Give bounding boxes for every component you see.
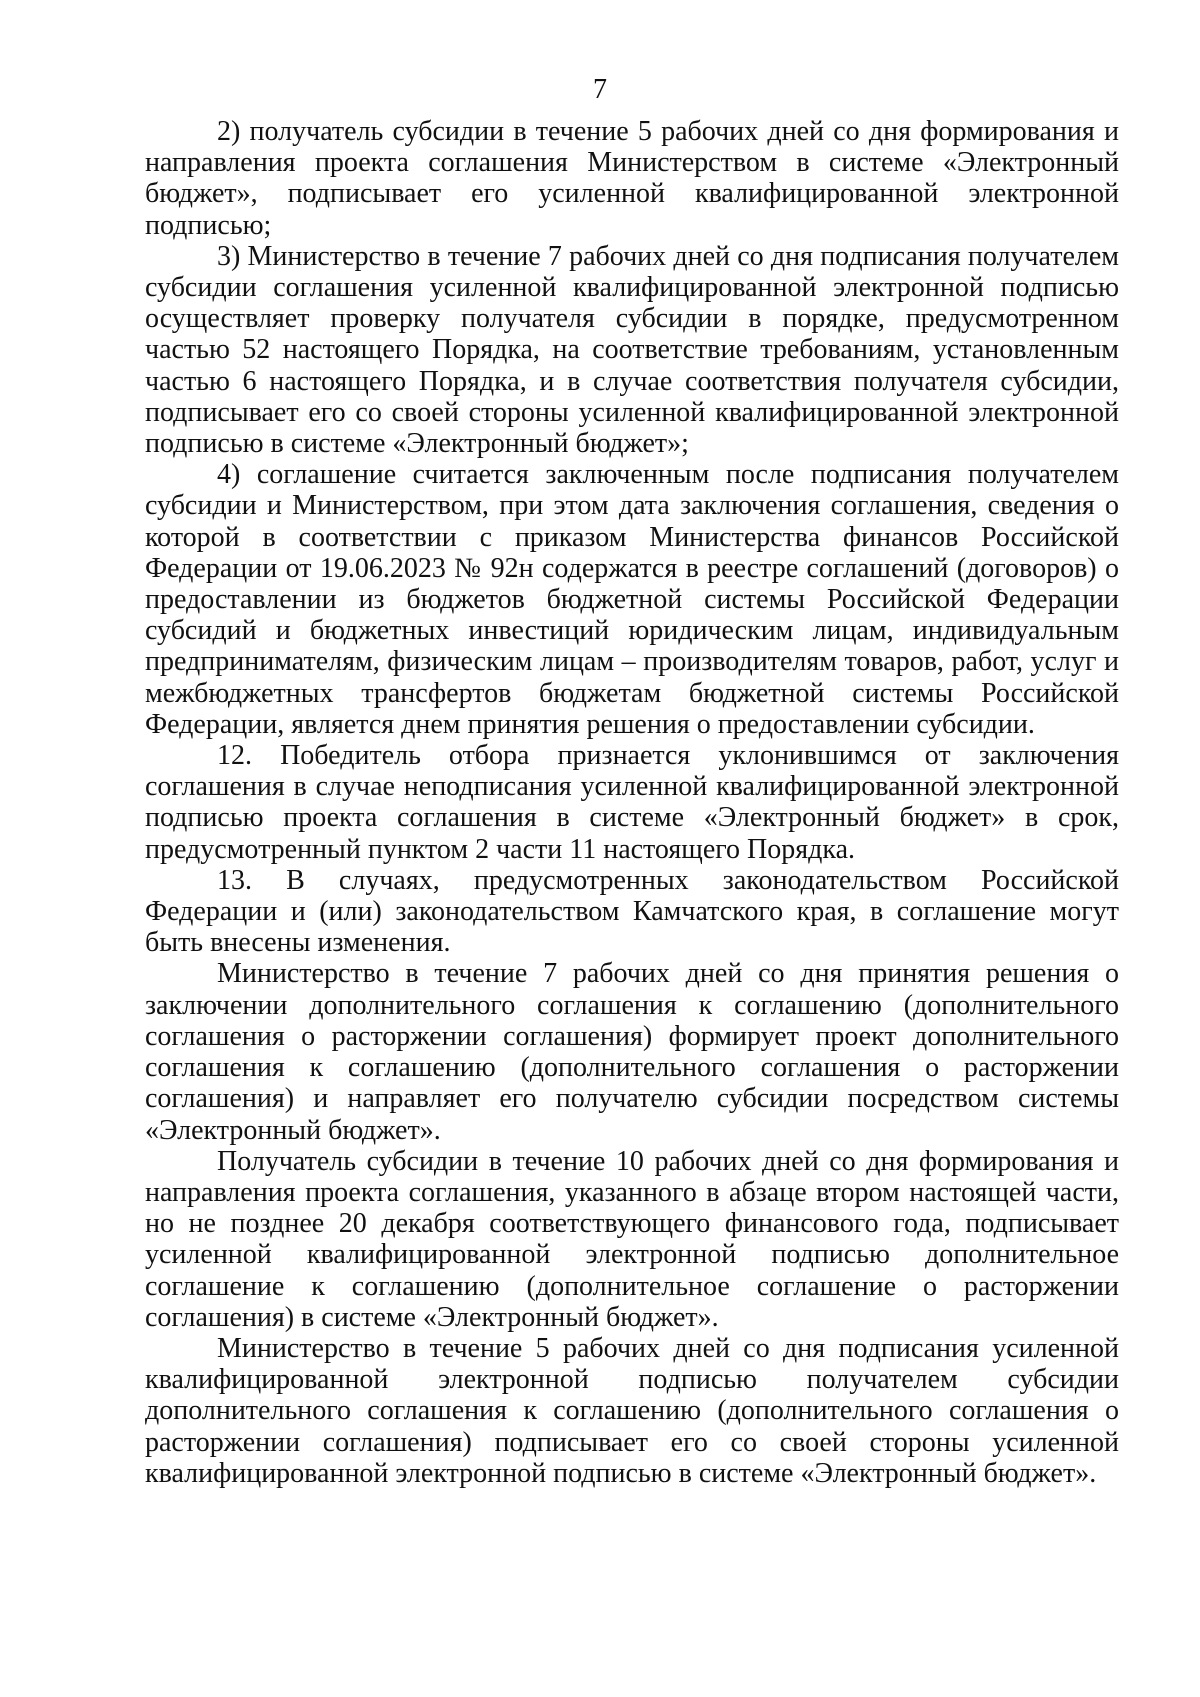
document-body: [145, 116, 1119, 1489]
paragraph-item-4: 4) соглашение считается заключенным после подписания получателем субсидии и Министерством, при этом дата заключения соглашения, сведения о которой в соответствии с приказом Министерства финансов Российской Федерации от 19.06.2023 № 92н содержатся в реестре соглашений (договоров) о предоставлении из бюджетов бюджетной системы Российской Федерации субсидий и бюджетных инвестиций юридическим лицам, индивидуальным предпринимателям, физическим лицам – производителям товаров, работ, услуг и межбюджетных трансфертов бюджетам бюджетной системы Российской Федерации, является днем принятия решения о предоставлении субсидии.: [145, 459, 1119, 740]
paragraph-item-3: 3) Министерство в течение 7 рабочих дней со дня подписания получателем субсидии соглашения усиленной квалифицированной электронной подписью осуществляет проверку получателя субсидии в порядке, предусмотренном частью 52 настоящего Порядка, на соответствие требованиям, установленным частью 6 настоящего Порядка, и в случае соответствия получателя субсидии, подписывает его со своей стороны усиленной квалифицированной электронной подписью в системе «Электронный бюджет»;: [145, 240, 1119, 460]
page-number: 7: [593, 74, 607, 105]
paragraph-item-2: 2) получатель субсидии в течение 5 рабочих дней со дня формирования и направления проекта соглашения Министерством в системе «Электронный бюджет», подписывает его усиленной квалифицированной электронной подписью;: [145, 116, 1119, 241]
paragraph-ministry-signing: Министерство в течение 5 рабочих дней со дня подписания усиленной квалифицированной электронной подписью получателем субсидии дополнительного соглашения к соглашению (дополнительного соглашения о расторжении соглашения) подписывает его со своей стороны усиленной квалифицированной электронной подписью в системе «Электронный бюджет».: [145, 1332, 1119, 1489]
paragraph-clause-12: 12. Победитель отбора признается уклонившимся от заключения соглашения в случае неподписания усиленной квалифицированной электронной подписью проекта соглашения в системе «Электронный бюджет» в срок, предусмотренный пунктом 2 части 11 настоящего Порядка.: [145, 740, 1119, 865]
paragraph-ministry-amendment: Министерство в течение 7 рабочих дней со дня принятия решения о заключении дополнительного соглашения к соглашению (дополнительного соглашения о расторжении соглашения) формирует проект дополнительного соглашения к соглашению (дополнительного соглашения о расторжении соглашения) и направляет его получателю субсидии посредством системы «Электронный бюджет».: [145, 958, 1119, 1146]
paragraph-recipient-signing: Получатель субсидии в течение 10 рабочих дней со дня формирования и направления проекта соглашения, указанного в абзаце втором настоящей части, но не позднее 20 декабря соответствующего финансового года, подписывает усиленной квалифицированной электронной подписью дополнительное соглашение к соглашению (дополнительное соглашение о расторжении соглашения) в системе «Электронный бюджет».: [145, 1145, 1119, 1333]
paragraph-clause-13: 13. В случаях, предусмотренных законодательством Российской Федерации и (или) законодательством Камчатского края, в соглашение могут быть внесены изменения.: [145, 864, 1119, 959]
